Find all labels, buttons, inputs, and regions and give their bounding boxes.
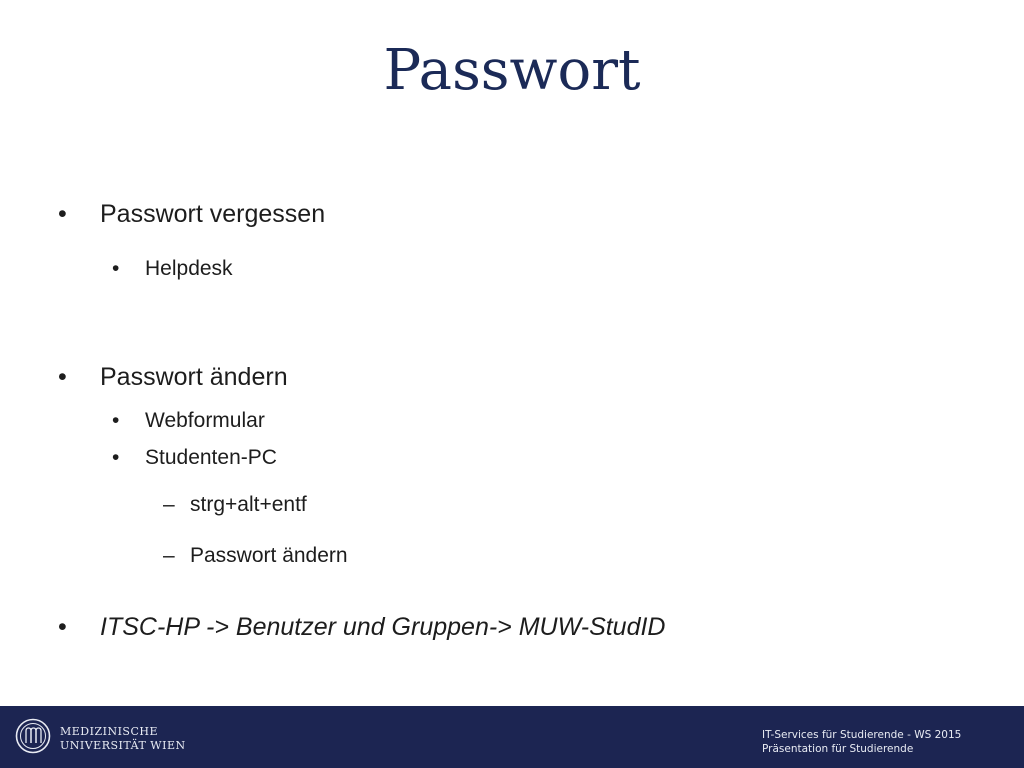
footer-info-line-1: IT-Services für Studierende - WS 2015 <box>762 729 962 741</box>
dash-marker: – <box>163 544 175 567</box>
bullet-marker: • <box>58 613 67 641</box>
bullet-text: strg+alt+entf <box>190 493 307 516</box>
footer-info <box>762 728 961 756</box>
bullet-marker: • <box>112 409 120 432</box>
bullet-passwort-vergessen <box>58 199 326 229</box>
subbullet-studenten-pc <box>112 445 277 471</box>
bullet-marker: • <box>58 363 67 391</box>
footer-info-line-2: Präsentation für Studierende <box>762 743 914 755</box>
bullet-itsc-hp-path <box>58 612 666 642</box>
university-logo-icon <box>15 718 51 754</box>
bullet-marker: • <box>112 257 120 280</box>
slide-title: Passwort <box>383 38 641 103</box>
subsubbullet-passwort-aendern <box>163 543 348 569</box>
bullet-passwort-aendern <box>58 362 288 392</box>
wordmark-line-2: UNIVERSITÄT WIEN <box>60 739 186 752</box>
bullet-text: Webformular <box>145 409 265 432</box>
bullet-text: Passwort vergessen <box>100 200 326 228</box>
bullet-marker: • <box>58 200 67 228</box>
bullet-text: Studenten-PC <box>145 446 277 469</box>
bullet-text: Passwort ändern <box>100 363 288 391</box>
footer-bar <box>0 706 1024 768</box>
bullet-text: Helpdesk <box>145 257 233 280</box>
wordmark-line-1: MEDIZINISCHE <box>60 725 158 738</box>
subbullet-helpdesk <box>112 256 233 282</box>
bullet-marker: • <box>112 446 120 469</box>
university-wordmark <box>60 725 186 753</box>
subsubbullet-strg-alt-entf <box>163 492 307 518</box>
subbullet-webformular <box>112 408 265 434</box>
bullet-text: ITSC-HP -> Benutzer und Gruppen-> MUW-StudID <box>100 613 666 641</box>
bullet-text: Passwort ändern <box>190 544 348 567</box>
dash-marker: – <box>163 493 175 516</box>
